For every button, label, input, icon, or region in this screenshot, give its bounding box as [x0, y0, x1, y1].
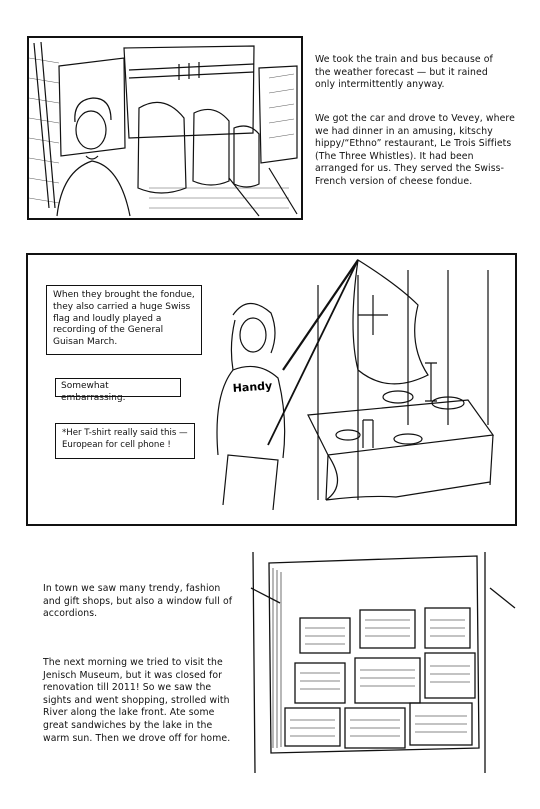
caption-vevey: We got the car and drove to Vevey, where we had dinner in an amusing, kitschy hippy/“Ethno” restaurant, Le Trois Siffiets (The Three Whistles). It had been arranged for us. They served the Swiss-French version of cheese fondue.: [315, 113, 515, 187]
train-interior-illustration: [29, 38, 301, 218]
caption-town: In town we saw many trendy, fashion and gift shops, but also a window full of accordions.: [43, 583, 233, 620]
shirt-text: Handy: [232, 379, 273, 395]
caption-box-tshirt: [55, 423, 195, 459]
caption-box-fondue: [46, 285, 202, 355]
caption-morning: The next morning we tried to visit the Jenisch Museum, but it was closed for renovation till 2011! So we saw the sights and went shopping, strolled with River along the lake front. Ate some great sandwiches by the lake in the warm sun. Then we drove off for home.: [43, 657, 231, 744]
caption-box-embarrassing: [55, 378, 181, 403]
accordion-window-illustration: [245, 548, 525, 778]
caption-box-fondue-text: When they brought the fondue, they also carried a huge Swiss flag and loudly played a recording of the General Guisan March.: [53, 290, 195, 348]
panel-fondue: [26, 253, 517, 526]
caption-box-embarrassing-text: Somewhat embarrassing.: [61, 381, 126, 403]
caption-train: We took the train and bus because of the weather forecast — but it rained only intermittently anyway.: [315, 54, 493, 91]
panel-train: [27, 36, 303, 220]
caption-box-tshirt-text: *Her T-shirt really said this — European for cell phone !: [62, 428, 188, 450]
